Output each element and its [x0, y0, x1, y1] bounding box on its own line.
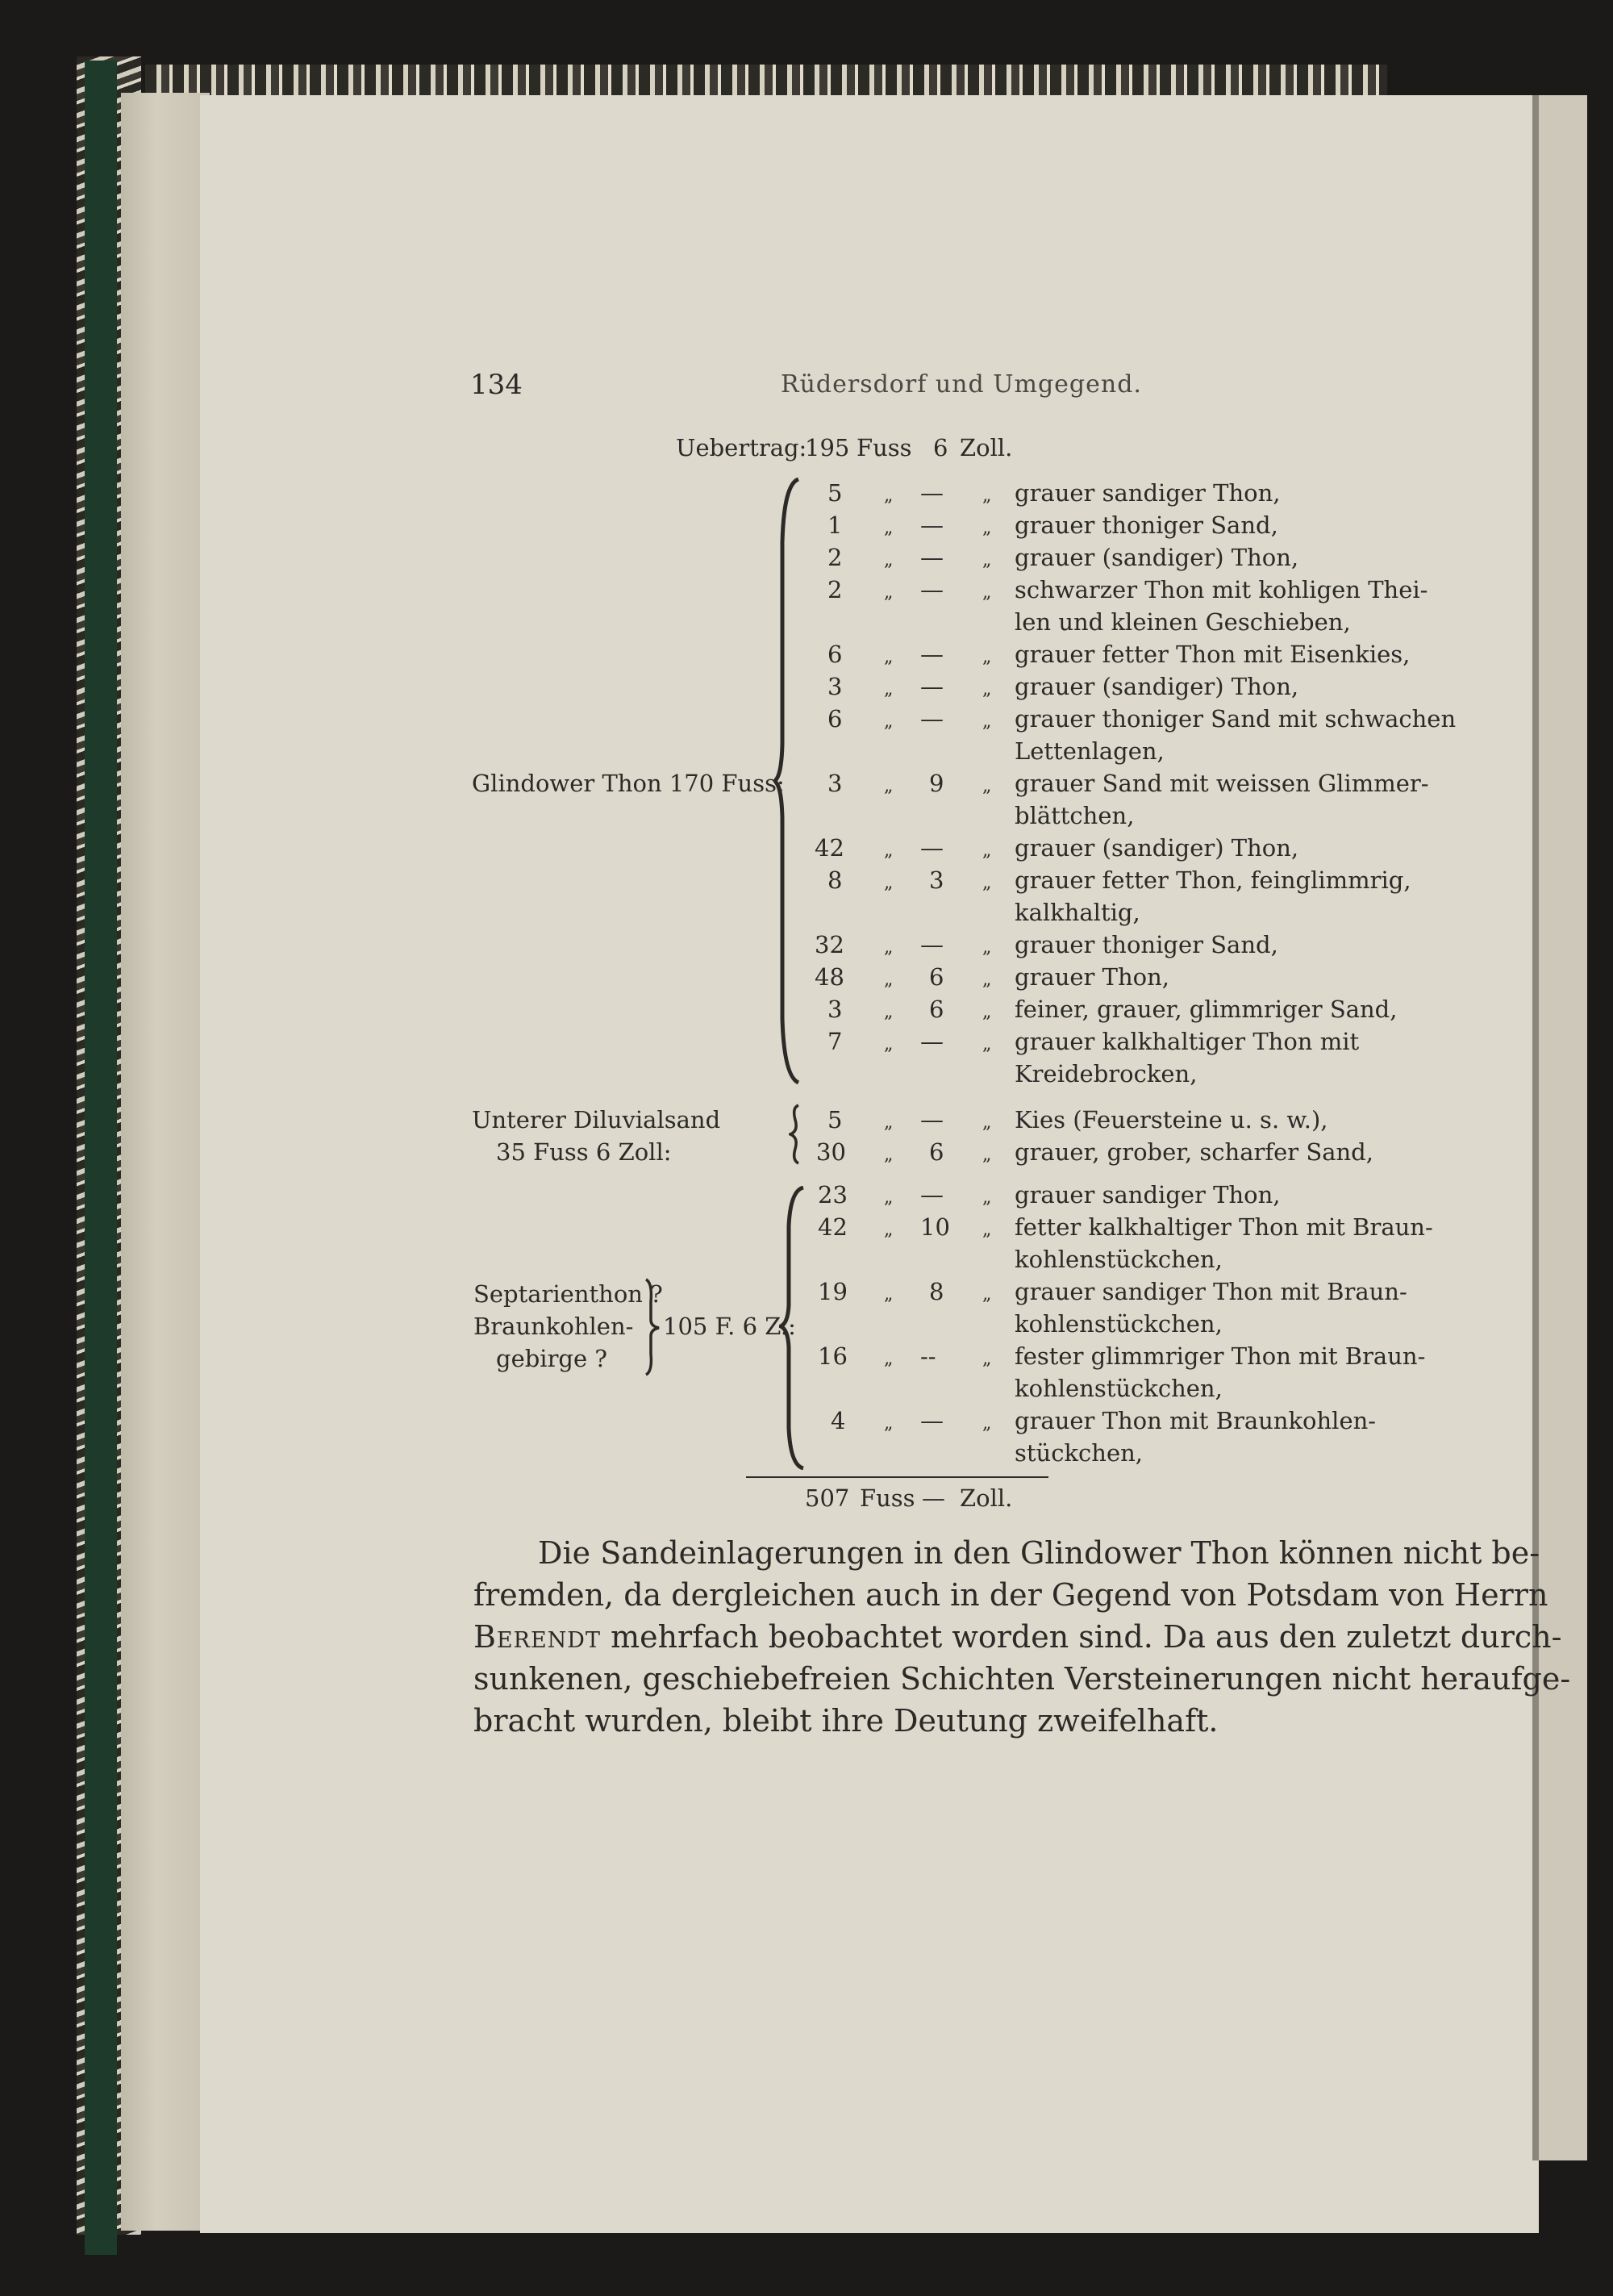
inches-value: —	[920, 544, 944, 571]
feet-value: 16	[818, 1342, 848, 1370]
description-line: len und kleinen Geschieben,	[1015, 608, 1351, 636]
description-line: grauer (sandiger) Thon,	[1015, 834, 1299, 862]
inches-value: —	[920, 931, 944, 958]
ditto-mark: „	[982, 1188, 992, 1208]
feet-value: 5	[827, 479, 843, 507]
feet-value: 48	[815, 963, 844, 991]
description-line: Lettenlagen,	[1015, 737, 1165, 765]
paragraph-line: bracht wurden, bleibt ihre Deutung zweifelhaft.	[473, 1703, 1219, 1739]
ditto-mark: „	[982, 679, 992, 699]
group-label: Septarienthon ?	[473, 1280, 663, 1308]
ditto-mark: „	[884, 1188, 894, 1208]
feet-value: 42	[815, 834, 844, 862]
description-line: kalkhaltig,	[1015, 899, 1140, 926]
group-total: 105 F. 6 Z.:	[663, 1313, 796, 1340]
description-line: grauer Sand mit weissen Glimmer-	[1015, 770, 1429, 797]
book-top-edge	[145, 65, 1387, 97]
page-stack-edges	[121, 93, 210, 2231]
paragraph-line: sunkenen, geschiebefreien Schichten Versteinerungen nicht heraufge-	[473, 1661, 1571, 1697]
ditto-mark: „	[982, 582, 992, 603]
feet-value: 3	[827, 673, 843, 700]
inches-value: —	[920, 1407, 944, 1434]
description-line: grauer (sandiger) Thon,	[1015, 544, 1299, 571]
ditto-mark: „	[982, 970, 992, 990]
feet-value: 6	[827, 641, 843, 668]
brace-septarienthon	[779, 1186, 808, 1470]
feet-value: 1	[827, 511, 843, 539]
inches-value: 10	[920, 1213, 950, 1241]
author-name: Berendt	[473, 1619, 601, 1655]
carry-forward-inches: 6	[933, 434, 948, 461]
inches-value: —	[920, 1106, 944, 1133]
description-line: feiner, grauer, glimmriger Sand,	[1015, 996, 1398, 1023]
group-label: Unterer Diluvialsand	[472, 1106, 721, 1133]
sum-rule	[746, 1476, 1048, 1478]
brace-septarienthon-left	[643, 1278, 662, 1376]
description-line: Kreidebrocken,	[1015, 1060, 1198, 1087]
carry-forward-feet: 195	[805, 434, 850, 461]
description-line: fester glimmriger Thon mit Braun-	[1015, 1342, 1426, 1370]
description-line: stückchen,	[1015, 1439, 1144, 1467]
feet-value: 3	[827, 996, 843, 1023]
running-title: Rüdersdorf und Umgegend.	[781, 370, 1142, 399]
inches-value: 6	[929, 1138, 944, 1166]
ditto-mark: „	[884, 679, 894, 699]
inches-value: —	[920, 479, 944, 507]
ditto-mark: „	[884, 486, 894, 506]
page-number: 134	[470, 369, 523, 401]
ditto-mark: „	[884, 1113, 894, 1133]
description-line: grauer sandiger Thon,	[1015, 479, 1281, 507]
ditto-mark: „	[982, 1002, 992, 1022]
inches-value: —	[920, 834, 944, 862]
total-inches: —	[922, 1484, 945, 1512]
next-page-edge	[1539, 95, 1587, 2160]
ditto-mark: „	[982, 486, 992, 506]
description-line: grauer sandiger Thon mit Braun-	[1015, 1278, 1407, 1305]
ditto-mark: „	[884, 550, 894, 570]
description-line: kohlenstückchen,	[1015, 1375, 1223, 1402]
description-line: grauer sandiger Thon,	[1015, 1181, 1281, 1209]
description-line: grauer, grober, scharfer Sand,	[1015, 1138, 1373, 1166]
ditto-mark: „	[982, 1284, 992, 1305]
ditto-mark: „	[982, 550, 992, 570]
feet-value: 8	[827, 866, 843, 894]
description-line: kohlenstückchen,	[1015, 1246, 1223, 1273]
description-line: grauer kalkhaltiger Thon mit	[1015, 1028, 1360, 1055]
ditto-mark: „	[982, 1220, 992, 1240]
description-line: kohlenstückchen,	[1015, 1310, 1223, 1338]
inches-value: —	[920, 1181, 944, 1209]
feet-value: 19	[818, 1278, 848, 1305]
carry-forward-label: Uebertrag:	[676, 434, 807, 461]
ditto-mark: „	[982, 937, 992, 958]
brace-diluvialsand	[789, 1104, 808, 1165]
feet-value: 7	[827, 1028, 843, 1055]
description-line: grauer fetter Thon, feinglimmrig,	[1015, 866, 1411, 894]
ditto-mark: „	[982, 1034, 992, 1054]
ditto-mark: „	[884, 518, 894, 538]
ditto-mark: „	[884, 776, 894, 796]
feet-value: 42	[818, 1213, 848, 1241]
inches-value: 6	[929, 996, 944, 1023]
description-line: grauer Thon mit Braunkohlen-	[1015, 1407, 1377, 1434]
group-label: 35 Fuss 6 Zoll:	[496, 1138, 672, 1166]
group-label: Glindower Thon 170 Fuss:	[472, 770, 785, 797]
total-feet: 507	[805, 1484, 850, 1512]
inches-value: 9	[929, 770, 944, 797]
inches-value: --	[920, 1342, 936, 1370]
ditto-mark: „	[982, 841, 992, 861]
feet-value: 3	[827, 770, 843, 797]
feet-value: 6	[827, 705, 843, 733]
inches-value: 6	[929, 963, 944, 991]
description-line: blättchen,	[1015, 802, 1135, 829]
carry-forward-inches-unit: Zoll.	[960, 434, 1013, 461]
paragraph-line-text: mehrfach beobachtet worden sind. Da aus den zuletzt durch-	[611, 1619, 1562, 1655]
total-inches-unit: Zoll.	[960, 1484, 1013, 1512]
feet-value: 30	[816, 1138, 846, 1166]
paragraph-line: fremden, da dergleichen auch in der Gegend von Potsdam von Herrn	[473, 1577, 1548, 1613]
inches-value: —	[920, 1028, 944, 1055]
description-line: grauer thoniger Sand mit schwachen	[1015, 705, 1457, 733]
description-line: grauer Thon,	[1015, 963, 1170, 991]
ditto-mark: „	[982, 1145, 992, 1165]
ditto-mark: „	[884, 937, 894, 958]
ditto-mark: „	[982, 1349, 992, 1369]
ditto-mark: „	[884, 1349, 894, 1369]
ditto-mark: „	[884, 712, 894, 732]
ditto-mark: „	[982, 1113, 992, 1133]
paragraph-line: Die Sandeinlagerungen in den Glindower Thon können nicht be-	[538, 1535, 1540, 1571]
book-spine-cloth	[85, 61, 117, 2255]
ditto-mark: „	[982, 1413, 992, 1434]
inches-value: 8	[929, 1278, 944, 1305]
paragraph-line-3	[473, 1619, 1562, 1655]
ditto-mark: „	[884, 1034, 894, 1054]
feet-value: 2	[827, 544, 843, 571]
ditto-mark: „	[884, 873, 894, 893]
feet-value: 4	[831, 1407, 846, 1434]
ditto-mark: „	[884, 1413, 894, 1434]
ditto-mark: „	[884, 1145, 894, 1165]
ditto-mark: „	[982, 712, 992, 732]
inches-value: —	[920, 511, 944, 539]
inches-value: —	[920, 705, 944, 733]
description-line: fetter kalkhaltiger Thon mit Braun-	[1015, 1213, 1433, 1241]
carry-forward-feet-unit: Fuss	[857, 434, 912, 461]
description-line: grauer thoniger Sand,	[1015, 931, 1278, 958]
ditto-mark: „	[884, 647, 894, 667]
ditto-mark: „	[884, 1002, 894, 1022]
ditto-mark: „	[982, 776, 992, 796]
feet-value: 23	[818, 1181, 848, 1209]
feet-value: 32	[815, 931, 844, 958]
description-line: grauer fetter Thon mit Eisenkies,	[1015, 641, 1411, 668]
ditto-mark: „	[884, 582, 894, 603]
description-line: grauer (sandiger) Thon,	[1015, 673, 1299, 700]
description-line: Kies (Feuersteine u. s. w.),	[1015, 1106, 1328, 1133]
inches-value: —	[920, 576, 944, 603]
ditto-mark: „	[884, 970, 894, 990]
description-line: grauer thoniger Sand,	[1015, 511, 1278, 539]
feet-value: 2	[827, 576, 843, 603]
ditto-mark: „	[884, 1220, 894, 1240]
brace-glindower	[774, 478, 806, 1084]
ditto-mark: „	[982, 873, 992, 893]
ditto-mark: „	[982, 647, 992, 667]
ditto-mark: „	[982, 518, 992, 538]
total-feet-unit: Fuss	[860, 1484, 915, 1512]
inches-value: —	[920, 641, 944, 668]
inches-value: —	[920, 673, 944, 700]
inches-value: 3	[929, 866, 944, 894]
group-label: gebirge ?	[496, 1345, 607, 1372]
ditto-mark: „	[884, 841, 894, 861]
ditto-mark: „	[884, 1284, 894, 1305]
feet-value: 5	[827, 1106, 843, 1133]
description-line: schwarzer Thon mit kohligen Thei-	[1015, 576, 1428, 603]
group-label: Braunkohlen-	[473, 1313, 634, 1340]
